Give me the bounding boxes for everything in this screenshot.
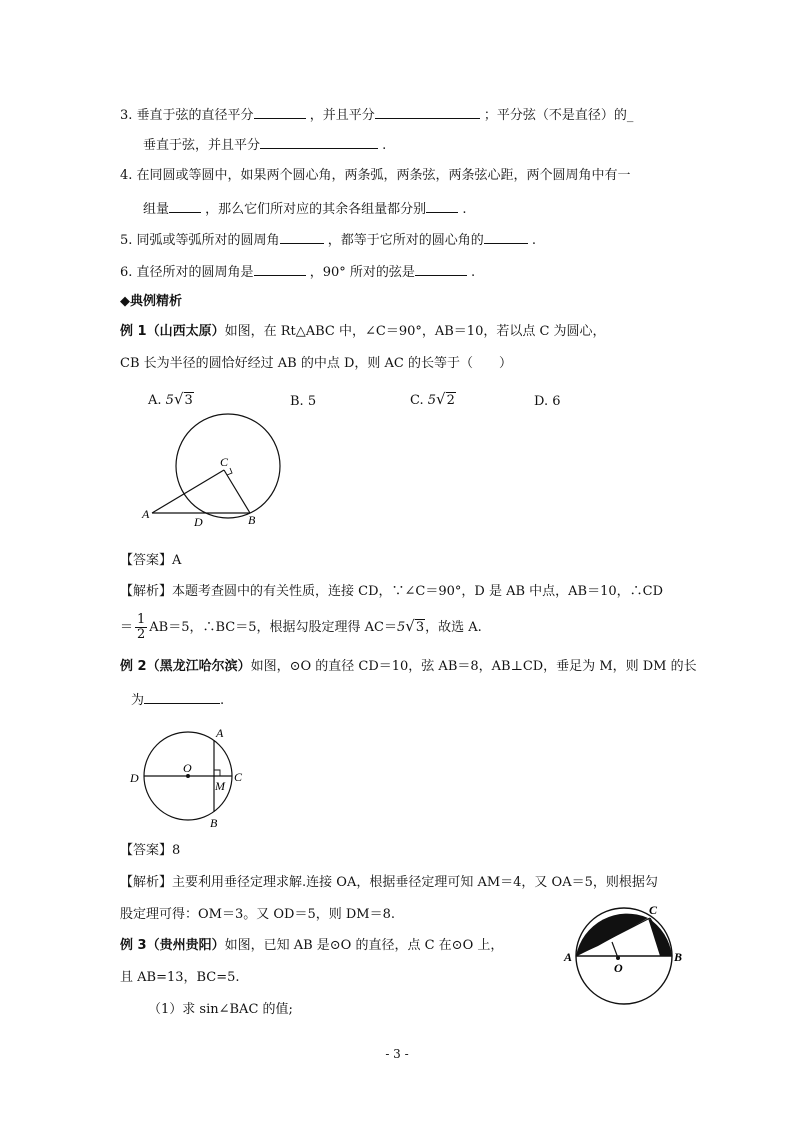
- ex1-analysis-line2: ＝ $\frac{1}{2}$ AB＝5，∴BC＝5，根据勾股定理得 AC＝5√3，故选 A.: [120, 608, 482, 646]
- label-b: B: [674, 950, 683, 964]
- label-b: B: [210, 816, 218, 830]
- item5-line: 5. 同弧或等弧所对的圆周角 ，都等于它所对的圆心角的 .: [120, 229, 536, 251]
- sqrt-symbol: √3: [405, 617, 425, 635]
- label-c: C: [220, 455, 229, 469]
- blank-field: [169, 198, 201, 213]
- label-a: A: [564, 950, 573, 964]
- label-a: A: [216, 726, 224, 740]
- center-point: [616, 956, 620, 960]
- blank-field: [484, 229, 528, 244]
- label-c: C: [234, 770, 243, 784]
- ex1-answer: 【答案】A: [120, 553, 182, 568]
- right-angle-mark: [214, 770, 220, 776]
- segment-cb: [224, 470, 250, 513]
- ex1-analysis-line1: 【解析】本题考查圆中的有关性质，连接 CD，∵∠C＝90°，D 是 AB 中点，AB＝10，∴CD: [120, 584, 664, 599]
- ex1-label: 例 1（山西太原）: [120, 324, 225, 339]
- ex1-line2: CB 长为半径的圆恰好经过 AB 的中点 D，则 AC 的长等于（ ）: [120, 356, 512, 371]
- label-d: D: [130, 771, 139, 785]
- item6-line: 6. 直径所对的圆周角是 ，90° 所对的弦是 .: [120, 261, 475, 283]
- option-d: D. 6: [534, 394, 561, 409]
- label-o: O: [183, 761, 192, 775]
- item3-line1: 3. 垂直于弦的直径平分 ，并且平分 ；平分弦（不是直径）的_: [120, 104, 633, 126]
- label-c: C: [649, 903, 658, 917]
- ex2-line2: 为 .: [131, 689, 224, 711]
- label-d: D: [604, 941, 613, 955]
- ex3-line2: 且 AB=13，BC=5.: [120, 970, 240, 985]
- blank-field: [415, 261, 467, 276]
- ex2-analysis-line1: 【解析】主要利用垂径定理求解.连接 OA，根据垂径定理可知 AM＝4，又 OA＝5，则根据勾: [120, 875, 658, 890]
- section-title: ◆典例精析: [120, 294, 182, 309]
- ex1-line1: 例 1（山西太原）如图，在 Rt△ABC 中，∠C＝90°，AB＝10，若以点 C 为圆心，: [120, 324, 606, 339]
- blank-field: [426, 198, 458, 213]
- label-m: M: [215, 779, 225, 793]
- ex2-analysis-line2: 股定理可得：OM＝3。又 OD＝5，则 DM＝8.: [120, 907, 395, 922]
- blank-field: [260, 134, 378, 149]
- sqrt-symbol: √2: [436, 390, 455, 408]
- ex2-label: 例 2（黑龙江哈尔滨）: [120, 659, 251, 674]
- blank-field: [375, 104, 480, 119]
- fraction-half: $\frac{1}{2}$: [137, 612, 146, 642]
- ex3-label: 例 3（贵州贵阳）: [120, 938, 225, 953]
- option-a: A. 5√3: [148, 390, 193, 408]
- ex1-figure: [140, 400, 300, 530]
- ex3-line1: 例 3（贵州贵阳）如图，已知 AB 是⊙O 的直径，点 C 在⊙O 上，: [120, 938, 504, 953]
- label-o: O: [614, 961, 623, 975]
- label-d: D: [194, 515, 203, 529]
- option-c: C. 5√2: [410, 390, 455, 408]
- item4-line1: 4. 在同圆或等圆中，如果两个圆心角，两条弧，两条弦，两条弦心距，两个圆周角中有一: [120, 168, 631, 183]
- blank-field: [254, 104, 306, 119]
- blank-field: [254, 261, 306, 276]
- ex2-line1: 例 2（黑龙江哈尔滨）如图，⊙O 的直径 CD＝10，弦 AB＝8，AB⊥CD，垂足为 M，则 DM 的长: [120, 659, 697, 674]
- option-b: B. 5: [290, 394, 317, 409]
- ex2-figure: [126, 724, 256, 834]
- sqrt-symbol: √3: [173, 390, 193, 408]
- item3-line2: 垂直于弦，并且平分 .: [143, 134, 386, 156]
- item4-line2: 组量 ，那么它们所对应的其余各组量都分别 .: [143, 198, 466, 220]
- blank-field: [280, 229, 324, 244]
- label-b: B: [248, 513, 256, 527]
- ex3-figure: [562, 902, 692, 1032]
- ex2-answer: 【答案】8: [120, 843, 181, 858]
- label-a: A: [142, 507, 150, 521]
- page-number: - 3 -: [385, 1047, 409, 1061]
- blank-field: [144, 689, 220, 704]
- right-angle-mark: [227, 468, 232, 475]
- segment-ac: [152, 470, 224, 513]
- ex3-q1: （1）求 sin∠BAC 的值;: [148, 1002, 293, 1017]
